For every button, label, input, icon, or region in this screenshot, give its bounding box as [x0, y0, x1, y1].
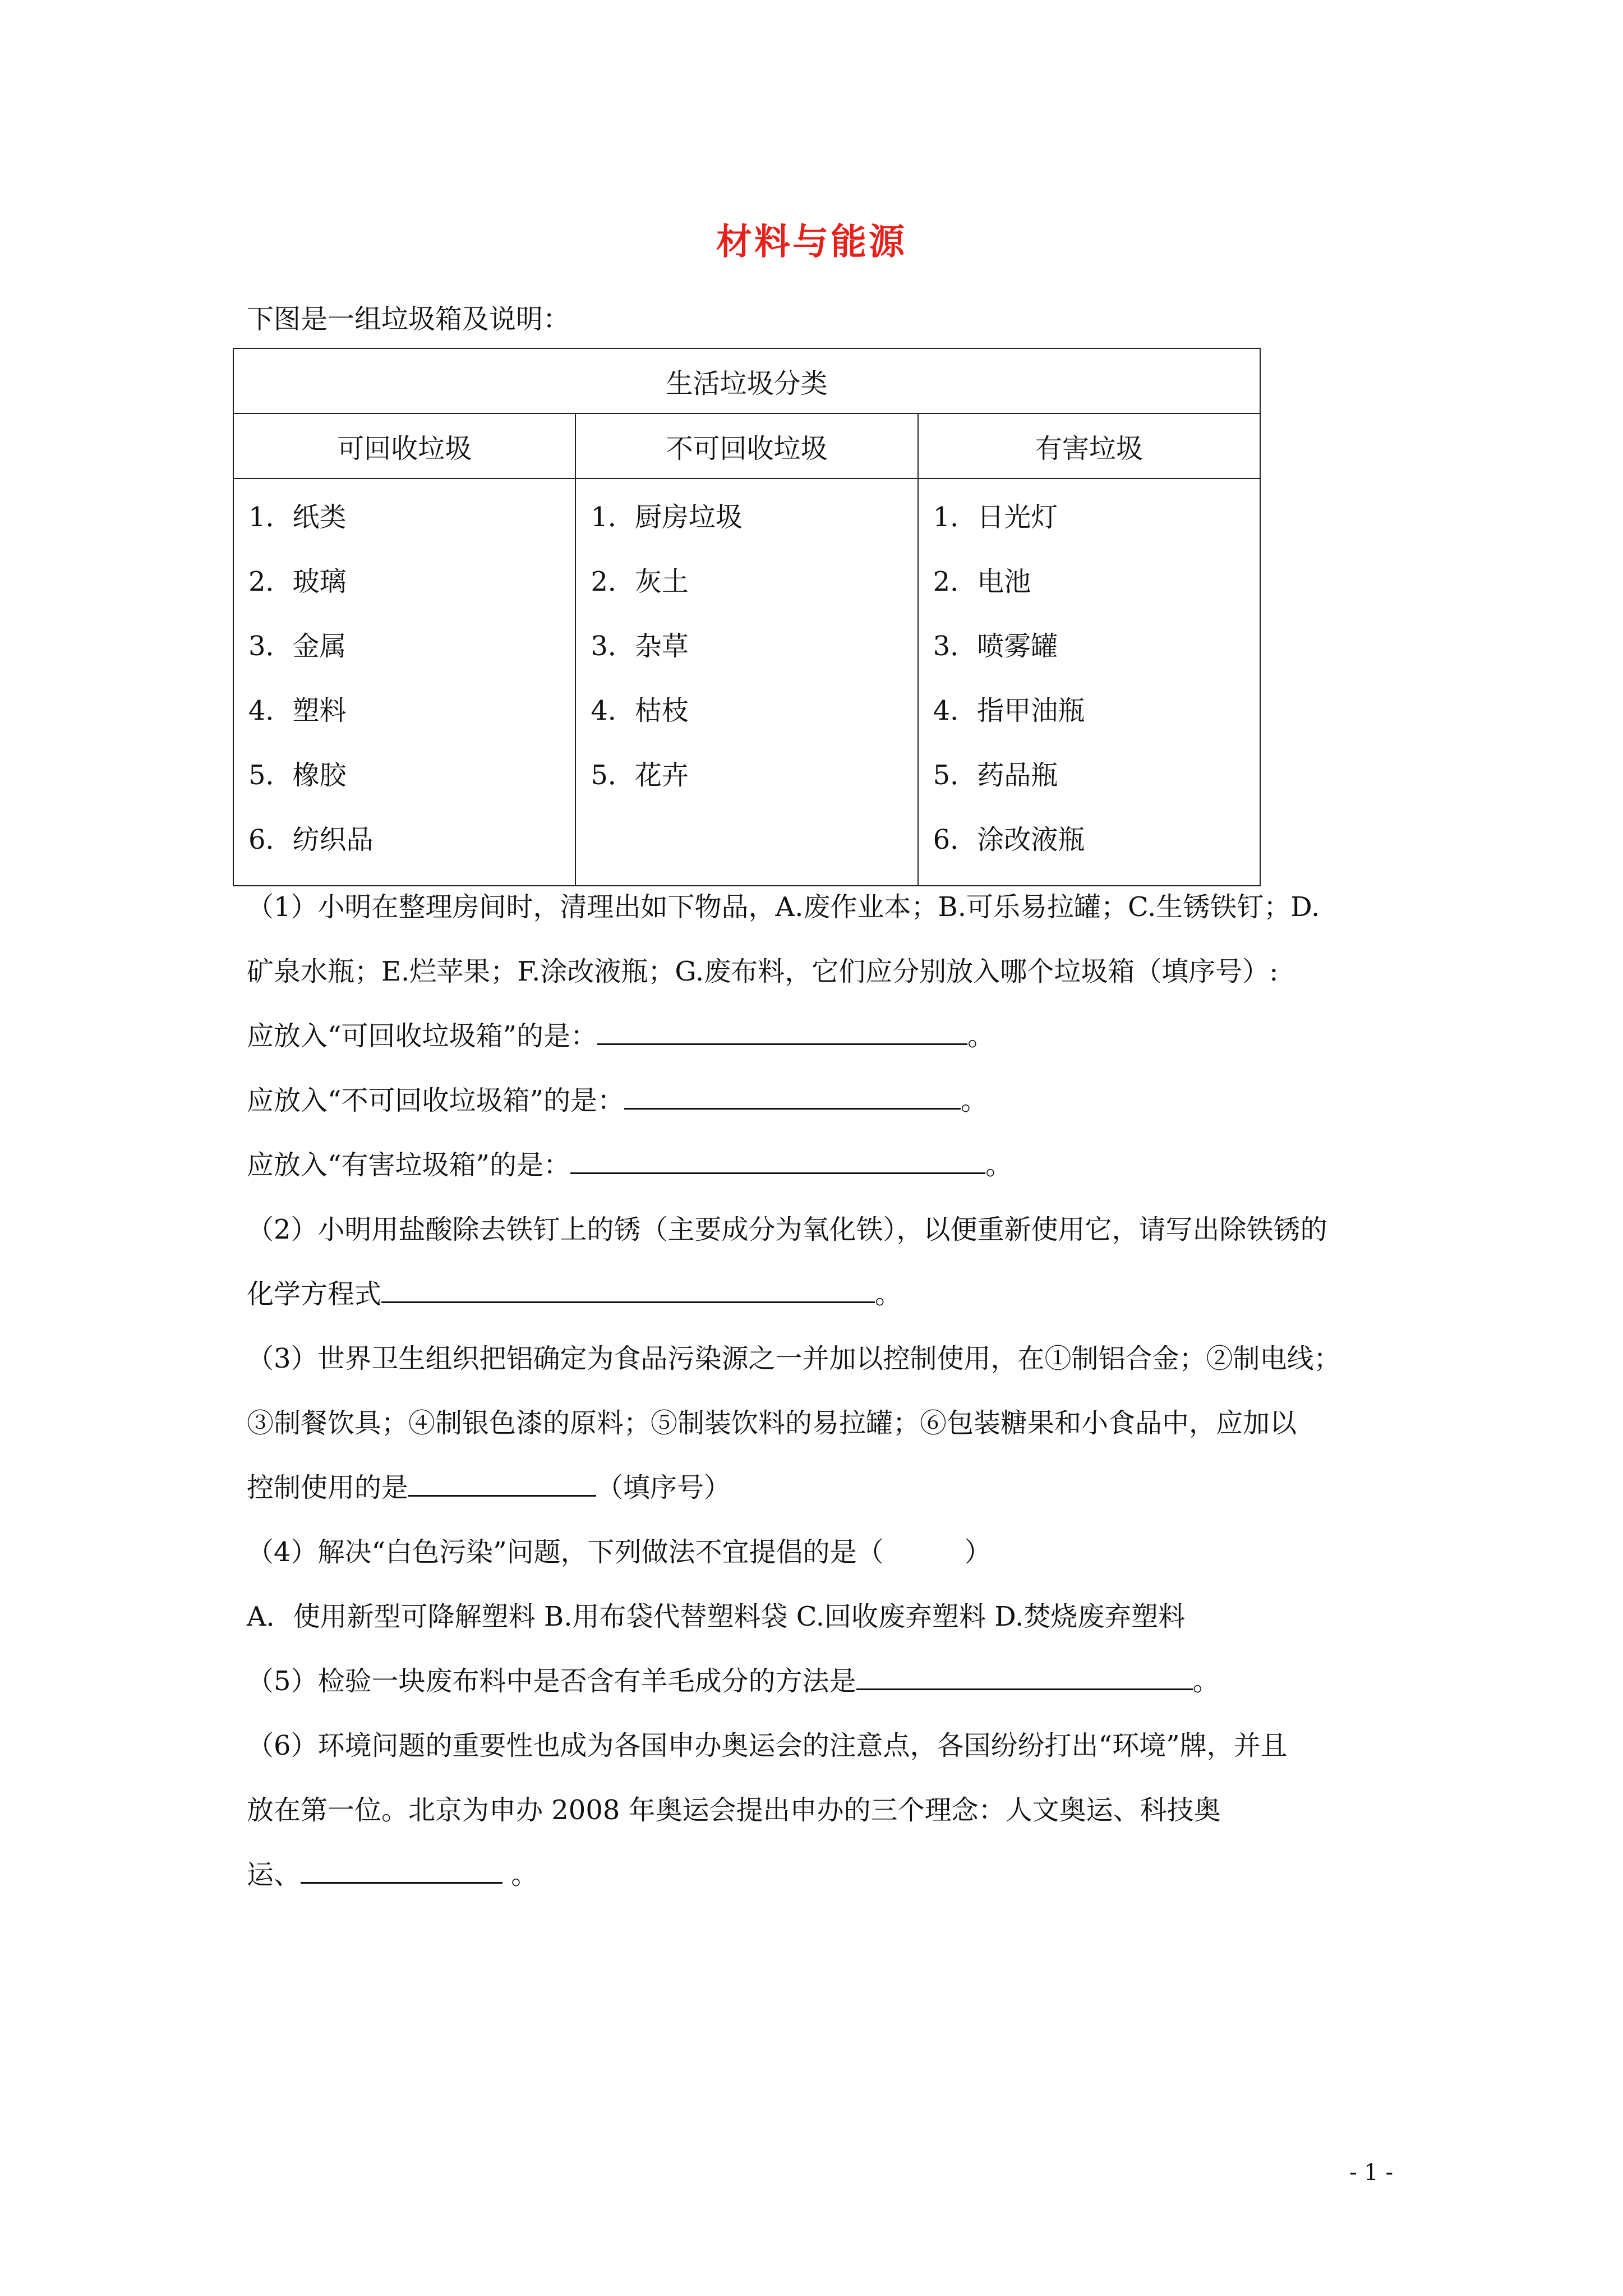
- q5-line: [247, 1659, 1220, 1698]
- recyclable-items: [233, 478, 575, 886]
- list-item: 2．灰土: [591, 566, 689, 597]
- non-recyclable-items: [575, 478, 917, 886]
- q6-prefix: 运、: [247, 1859, 301, 1890]
- q3-suffix: （填序号）: [596, 1472, 731, 1503]
- hazardous-items: [918, 478, 1260, 886]
- q1-c-prefix: 应放入“有害垃圾箱”的是：: [247, 1149, 571, 1181]
- q3-prefix: 控制使用的是: [247, 1472, 409, 1503]
- page-number: - 1 -: [1349, 2160, 1393, 2185]
- column-header-recyclable: 可回收垃圾: [233, 413, 575, 478]
- q1-b-prefix: 应放入“不可回收垃圾箱”的是：: [247, 1085, 625, 1116]
- q1-answer-recyclable: [247, 1014, 994, 1053]
- list-item: 4．指甲油瓶: [933, 695, 1085, 726]
- list-item: 5．花卉: [591, 760, 689, 791]
- q1-a-prefix: 应放入“可回收垃圾箱”的是：: [247, 1020, 598, 1052]
- period: 。: [985, 1149, 1013, 1181]
- answer-blank-hazardous[interactable]: [570, 1172, 985, 1174]
- intro-text: 下图是一组垃圾箱及说明：: [247, 303, 570, 335]
- answer-blank-aluminum[interactable]: [408, 1494, 596, 1497]
- period: 。: [511, 1859, 538, 1890]
- q1-line1: （1）小明在整理房间时，清理出如下物品，A.废作业本；B.可乐易拉罐；C.生锈铁钉；D.: [247, 891, 1320, 923]
- q6-line2: 放在第一位。北京为申办 2008 年奥运会提出申办的三个理念：人文奥运、科技奥: [247, 1795, 1221, 1826]
- answer-blank-recyclable[interactable]: [597, 1043, 967, 1045]
- q6-line1: （6）环境问题的重要性也成为各国申办奥运会的注意点，各国纷纷打出“环境”牌，并且: [247, 1730, 1288, 1761]
- list-item: 6．纺织品: [248, 824, 374, 855]
- answer-blank-wool-test[interactable]: [856, 1688, 1193, 1690]
- q6-line3: [247, 1853, 538, 1892]
- q2-line2: [247, 1272, 902, 1311]
- list-item: 1．纸类: [248, 501, 347, 533]
- q3-line2: ③制餐饮具；④制银色漆的原料；⑤制装饮料的易拉罐；⑥包装糖果和小食品中，应加以: [247, 1407, 1297, 1439]
- list-item: 6．涂改液瓶: [933, 824, 1085, 855]
- list-item: 5．药品瓶: [933, 760, 1058, 791]
- answer-blank-non-recyclable[interactable]: [624, 1107, 961, 1110]
- list-item: 5．橡胶: [248, 760, 347, 791]
- q3-line1: （3）世界卫生组织把铝确定为食品污染源之一并加以控制使用，在①制铝合金；②制电线；: [247, 1343, 1341, 1374]
- period: 。: [875, 1278, 902, 1310]
- column-header-hazardous: 有害垃圾: [918, 413, 1260, 478]
- q1-line2: 矿泉水瓶；E.烂苹果；F.涂改液瓶；G.废布料，它们应分别放入哪个垃圾箱（填序号）:: [247, 956, 1279, 987]
- period: 。: [1192, 1665, 1220, 1697]
- answer-blank-olympics[interactable]: [301, 1881, 502, 1884]
- q1-answer-hazardous: [247, 1143, 1012, 1182]
- list-item: 4．枯枝: [591, 695, 689, 726]
- list-item: 3．杂草: [591, 631, 689, 662]
- list-item: 1．日光灯: [933, 501, 1058, 533]
- period: 。: [967, 1020, 995, 1052]
- period: 。: [961, 1085, 988, 1116]
- answer-blank-equation[interactable]: [381, 1301, 875, 1303]
- list-item: 2．电池: [933, 566, 1031, 597]
- list-item: 3．喷雾罐: [933, 631, 1058, 662]
- q4-line1: （4）解决“白色污染”问题，下列做法不宜提倡的是（ ）: [247, 1536, 992, 1568]
- list-item: 3．金属: [248, 631, 347, 662]
- q4-options: A．使用新型可降解塑料 B.用布袋代替塑料袋 C.回收废弃塑料 D.焚烧废弃塑料: [247, 1601, 1186, 1632]
- waste-classification-table: [233, 348, 1261, 886]
- list-item: 4．塑料: [248, 695, 347, 726]
- q5-prefix: （5）检验一块废布料中是否含有羊毛成分的方法是: [247, 1665, 856, 1697]
- q3-line3: [247, 1466, 731, 1504]
- table-caption: 生活垃圾分类: [233, 348, 1260, 413]
- list-item: 2．玻璃: [248, 566, 347, 597]
- q2-line1: （2）小明用盐酸除去铁钉上的锈（主要成分为氧化铁），以便重新使用它，请写出除铁锈的: [247, 1214, 1327, 1245]
- q1-answer-non-recyclable: [247, 1079, 988, 1117]
- q2-prefix: 化学方程式: [247, 1278, 382, 1310]
- list-item: 1．厨房垃圾: [591, 501, 743, 533]
- document-title: 材料与能源: [716, 221, 907, 263]
- column-header-non-recyclable: 不可回收垃圾: [575, 413, 917, 478]
